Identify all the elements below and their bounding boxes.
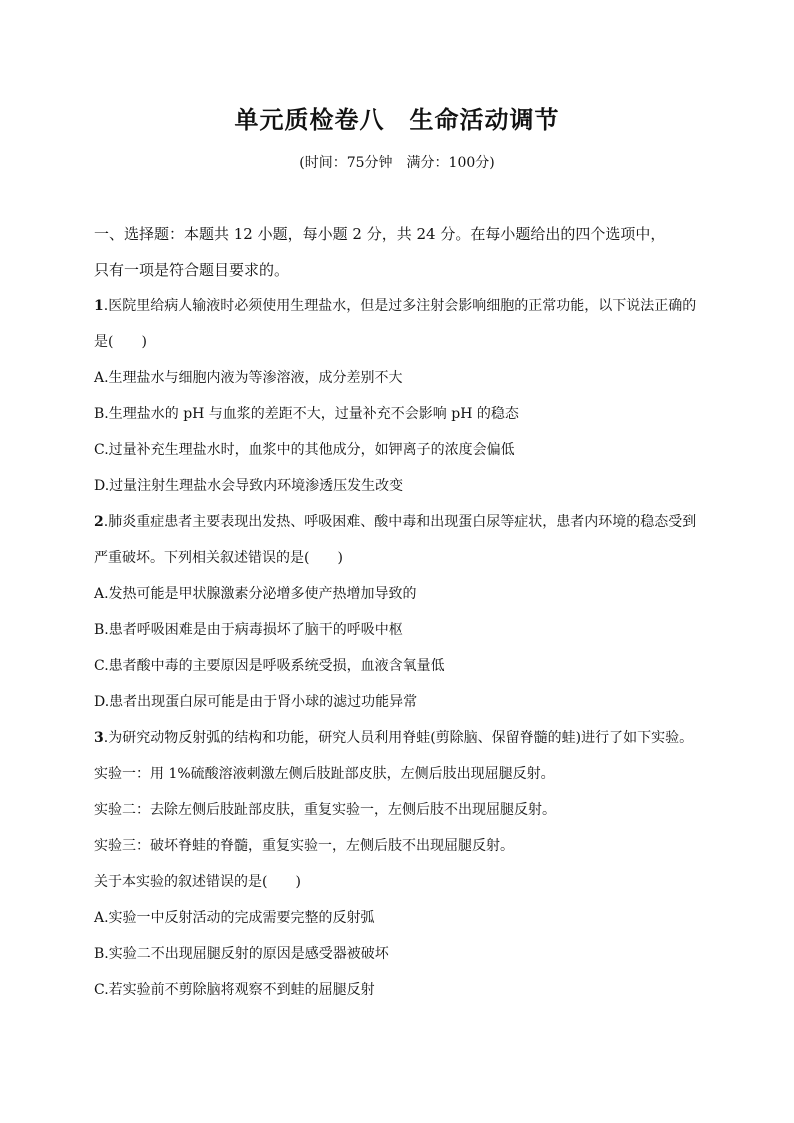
question-text: .医院里给病人输液时必须使用生理盐水，但是过多注射会影响细胞的正常功能，以下说法正确的 (103, 298, 697, 314)
question-number: 2 (94, 514, 104, 530)
question-1-option-b: B.生理盐水的 pH 与血浆的差距不大，过量补充不会影响 pH 的稳态 (94, 406, 519, 422)
question-3-experiment-3: 实验三：破坏脊蛙的脊髓，重复实验一，左侧后肢不出现屈腿反射。 (94, 838, 514, 854)
question-3-stem (94, 728, 714, 748)
question-text: .肺炎重症患者主要表现出发热、呼吸困难、酸中毒和出现蛋白尿等症状，患者内环境的稳态受到 (103, 514, 697, 530)
question-3-option-b: B.实验二不出现屈腿反射的原因是感受器被破坏 (94, 946, 389, 962)
page-title: 单元质检卷八 生命活动调节 (234, 105, 560, 134)
question-3-prompt: 关于本实验的叙述错误的是( ) (94, 874, 301, 890)
question-2-option-b: B.患者呼吸困难是由于病毒损坏了脑干的呼吸中枢 (94, 622, 403, 638)
question-3-experiment-1: 实验一：用 1%硫酸溶液刺激左侧后肢趾部皮肤，左侧后肢出现屈腿反射。 (94, 766, 555, 782)
question-number: 3 (94, 730, 104, 746)
question-2-option-c: C.患者酸中毒的主要原因是呼吸系统受损，血液含氧量低 (94, 658, 445, 674)
question-3-experiment-2: 实验二：去除左侧后肢趾部皮肤，重复实验一，左侧后肢不出现屈腿反射。 (94, 802, 556, 818)
question-1-option-d: D.过量注射生理盐水会导致内环境渗透压发生改变 (94, 478, 404, 494)
question-2-option-d: D.患者出现蛋白尿可能是由于肾小球的滤过功能异常 (94, 694, 418, 710)
question-1-stem (94, 296, 714, 316)
question-1-option-c: C.过量补充生理盐水时，血浆中的其他成分，如钾离子的浓度会偏低 (94, 442, 515, 458)
question-2-stem (94, 512, 714, 532)
question-2-stem-continued: 严重破坏。下列相关叙述错误的是( ) (94, 550, 343, 566)
exam-time-score: (时间：75分钟 满分：100分) (299, 155, 495, 171)
section-heading-continued: 只有一项是符合题目要求的。 (94, 261, 290, 279)
question-1-stem-continued: 是( ) (94, 334, 147, 350)
question-number: 1 (94, 298, 104, 314)
question-text: .为研究动物反射弧的结构和功能，研究人员利用脊蛙(剪除脑、保留脊髓的蛙)进行了如下实验。 (103, 730, 694, 746)
question-3-option-a: A.实验一中反射活动的完成需要完整的反射弧 (94, 910, 375, 926)
question-3-option-c: C.若实验前不剪除脑将观察不到蛙的屈腿反射 (94, 982, 375, 998)
question-2-option-a: A.发热可能是甲状腺激素分泌增多使产热增加导致的 (94, 586, 417, 602)
question-1-option-a: A.生理盐水与细胞内液为等渗溶液，成分差别不大 (94, 370, 403, 386)
section-heading: 一、选择题：本题共 12 小题，每小题 2 分，共 24 分。在每小题给出的四个选项中， (94, 225, 666, 243)
